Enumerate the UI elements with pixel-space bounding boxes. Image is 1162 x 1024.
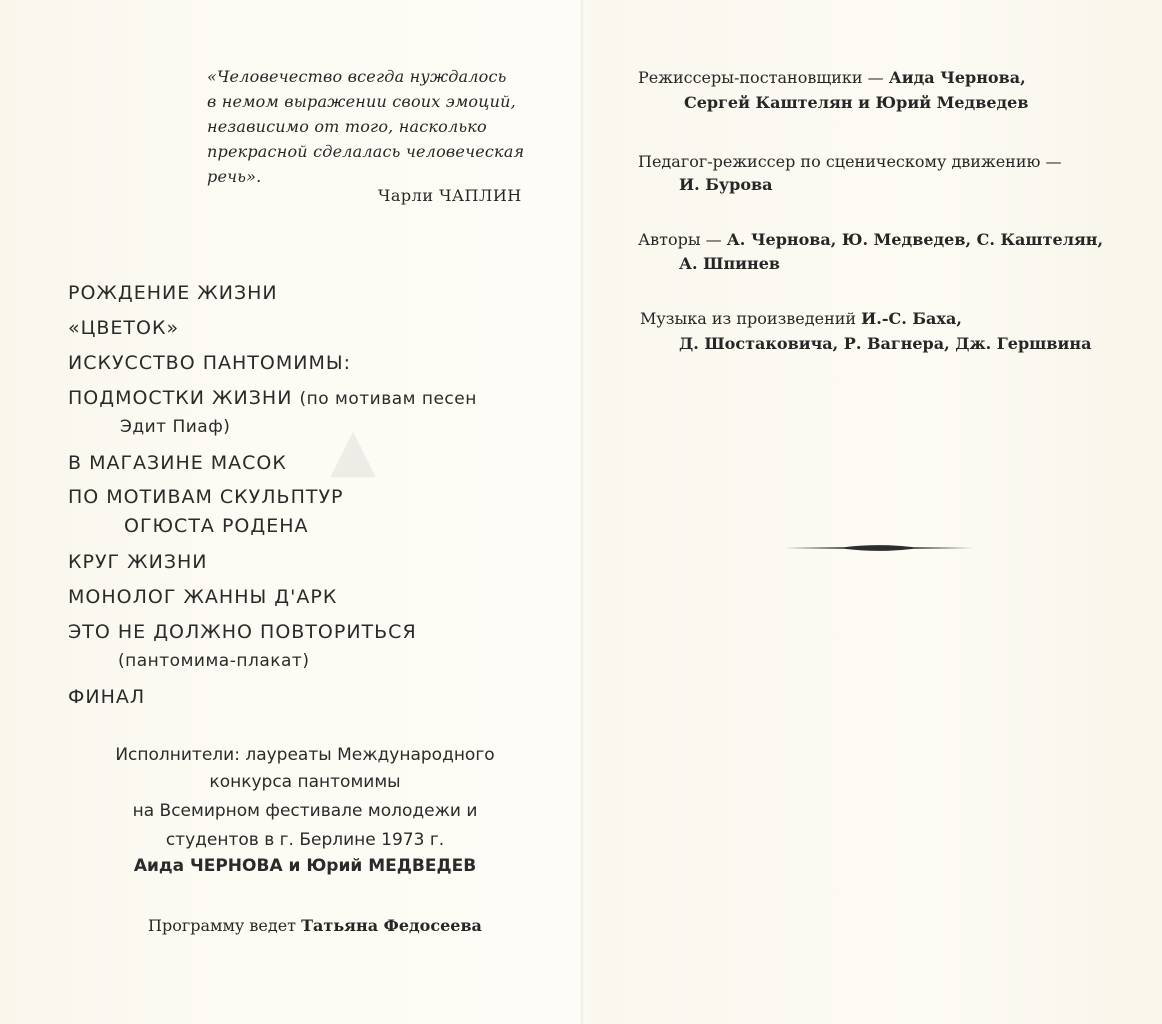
program-item: ЭТО НЕ ДОЛЖНО ПОВТОРИТЬСЯ: [68, 621, 417, 643]
epigraph-quote: «Человечество всегда нуждалось в немом выражении своих эмоций, независимо от того, насколько прекрасной сделалась человеческая речь».: [207, 67, 525, 186]
music-names-cont-text: Д. Шостаковича, Р. Вагнера, Дж. Гершвина: [679, 334, 1092, 353]
program-item-continuation: Эдит Пиаф): [120, 417, 231, 437]
ornament-divider: [784, 540, 974, 556]
directors-names: Аида Чернова,: [888, 68, 1026, 87]
music-credit: [640, 305, 962, 333]
program-item: ПО МОТИВАМ СКУЛЬПТУР: [68, 486, 344, 508]
directors-names-cont-text: Сергей Каштелян и Юрий Медведев: [684, 93, 1029, 112]
program-item: «ЦВЕТОК»: [68, 317, 180, 339]
program-item: [68, 387, 477, 409]
directors-credit: [638, 64, 1026, 92]
performers-line: студентов в г. Берлине 1973 г.: [165, 830, 445, 850]
program-item-continuation: ОГЮСТА РОДЕНА: [124, 515, 309, 537]
music-names: И.-С. Баха,: [861, 309, 962, 328]
program-item: ИСКУССТВО ПАНТОМИМЫ:: [68, 352, 352, 374]
program-item: В МАГАЗИНЕ МАСОК: [68, 452, 287, 474]
left-page: [0, 0, 580, 1024]
performers-names: Аида ЧЕРНОВА и Юрий МЕДВЕДЕВ: [133, 856, 477, 876]
authors-label: Авторы —: [638, 230, 722, 249]
host-name: Татьяна Федосеева: [301, 916, 482, 935]
program-item: РОЖДЕНИЕ ЖИЗНИ: [68, 282, 278, 304]
epigraph-author: Чарли ЧАПЛИН: [378, 186, 522, 205]
directors-names-cont: [684, 89, 1028, 117]
performers-line: Исполнители: лауреаты Международного: [115, 745, 495, 765]
performers-line: конкурса пантомимы: [209, 772, 401, 792]
movement-credit-name: [679, 171, 773, 199]
program-item: ФИНАЛ: [68, 686, 146, 708]
authors-names-cont-text: А. Шпинев: [679, 254, 781, 273]
music-label: Музыка из произведений: [640, 309, 857, 328]
right-page: [584, 0, 1162, 1024]
movement-credit-label: Педагог-режиссер по сценическому движению —: [638, 152, 1062, 171]
host-line: [148, 916, 482, 935]
movement-name-text: И. Бурова: [679, 175, 773, 194]
directors-label: Режиссеры-постановщики —: [638, 68, 884, 87]
performers-line: на Всемирном фестивале молодежи и: [132, 801, 478, 821]
authors-names: А. Чернова, Ю. Медведев, С. Каштелян,: [726, 230, 1104, 249]
program-item: КРУГ ЖИЗНИ: [68, 551, 208, 573]
program-item: МОНОЛОГ ЖАННЫ Д'АРК: [68, 586, 338, 608]
program-item-continuation: (пантомима-плакат): [118, 651, 310, 671]
host-label: Программу ведет: [148, 916, 297, 935]
music-names-cont: [679, 330, 1091, 358]
show-through-marks: ▲: [330, 415, 377, 485]
program-item-title: ПОДМОСТКИ ЖИЗНИ: [68, 387, 293, 409]
program-item-note: (по мотивам песен: [299, 389, 477, 409]
authors-names-cont: [679, 250, 780, 278]
